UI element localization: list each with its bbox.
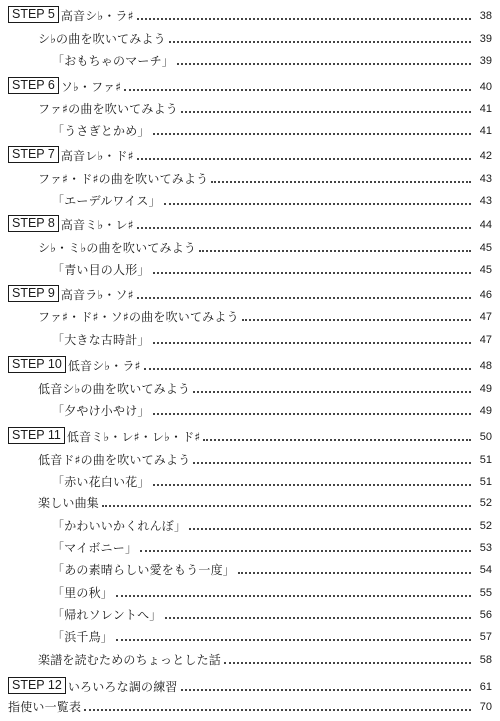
entry-title: 低音シ♭・ラ♯: [67, 359, 141, 373]
page-number: 39: [479, 33, 492, 45]
step-badge: STEP 6: [8, 77, 59, 94]
entry-title: ファ♯の曲を吹いてみよう: [38, 102, 178, 116]
page-number: 49: [479, 383, 492, 395]
toc-step-heading: [0, 426, 500, 444]
entry-title: 「大きな古時計」: [52, 333, 150, 347]
entry-title: ファ♯・ド♯の曲を吹いてみよう: [38, 172, 209, 186]
entry-title: 高音レ♭・ド♯: [60, 149, 134, 163]
toc-entry: [0, 492, 500, 510]
entry-title: 高音シ♭・ラ♯: [60, 9, 134, 23]
page-number: 52: [479, 497, 492, 509]
toc-entry: [0, 604, 500, 622]
toc-step-heading: [0, 355, 500, 373]
step-badge: STEP 11: [8, 427, 65, 444]
page-number: 47: [479, 311, 492, 323]
dot-leader: [165, 616, 471, 619]
dot-leader: [153, 132, 471, 135]
page-number: 40: [479, 81, 492, 93]
page-number: 49: [479, 405, 492, 417]
dot-leader: [137, 17, 471, 20]
entry-title: 楽譜を読むためのちょっとした話: [38, 653, 222, 667]
entry-title: 高音ラ♭・ソ♯: [60, 288, 134, 302]
entry-title: 「かわいいかくれんぼ」: [52, 519, 187, 533]
dot-leader: [181, 688, 471, 691]
dot-leader: [137, 226, 471, 229]
page-number: 44: [479, 219, 492, 231]
dot-leader: [137, 296, 471, 299]
page-number: 54: [479, 564, 492, 576]
page-number: 56: [479, 609, 492, 621]
entry-title: 「マイボニー」: [52, 541, 138, 555]
toc-step-heading: [0, 284, 500, 302]
entry-title: 「青い目の人形」: [52, 263, 150, 277]
step-badge: STEP 10: [8, 356, 66, 373]
dot-leader: [153, 483, 471, 486]
entry-title: 「エーデルワイス」: [52, 194, 161, 208]
dot-leader: [124, 88, 471, 91]
page-number: 38: [479, 10, 492, 22]
page-number: 53: [479, 542, 492, 554]
page-number: 39: [479, 55, 492, 67]
entry-title: 「浜千鳥」: [52, 630, 114, 644]
entry-title: 「赤い花白い花」: [52, 475, 150, 489]
dot-leader: [140, 549, 471, 552]
page-number: 51: [479, 454, 492, 466]
entry-title: 「帰れソレントへ」: [52, 608, 162, 622]
toc-entry: [0, 378, 500, 396]
dot-leader: [177, 62, 471, 65]
page-number: 46: [479, 289, 492, 301]
toc-entry: [0, 329, 500, 347]
page-number: 48: [479, 360, 492, 372]
dot-leader: [164, 202, 471, 205]
toc-entry: [0, 515, 500, 533]
dot-leader: [189, 527, 471, 530]
dot-leader: [116, 594, 471, 597]
dot-leader: [144, 367, 471, 370]
page-number: 43: [479, 173, 492, 185]
page-number: 58: [479, 654, 492, 666]
dot-leader: [193, 461, 471, 464]
toc-entry: [0, 696, 500, 714]
dot-leader: [169, 40, 471, 43]
toc-entry: [0, 120, 500, 138]
entry-title: 低音ド♯の曲を吹いてみよう: [38, 453, 191, 467]
entry-title: 「おもちゃのマーチ」: [52, 54, 175, 68]
dot-leader: [153, 271, 471, 274]
page-number: 61: [479, 681, 492, 693]
toc-step-heading: [0, 145, 500, 163]
toc-entry: [0, 471, 500, 489]
dot-leader: [224, 661, 471, 664]
dot-leader: [153, 341, 471, 344]
dot-leader: [211, 180, 471, 183]
dot-leader: [242, 318, 471, 321]
dot-leader: [153, 412, 471, 415]
entry-title: シ♭の曲を吹いてみよう: [38, 32, 166, 46]
toc-entry: [0, 190, 500, 208]
entry-title: ソ♭・ファ♯: [60, 80, 122, 94]
toc-entry: [0, 649, 500, 667]
entry-title: 「里の秋」: [52, 586, 114, 600]
dot-leader: [181, 110, 471, 113]
entry-title: いろいろな調の練習: [67, 680, 178, 694]
page-number: 47: [479, 334, 492, 346]
toc-entry: [0, 537, 500, 555]
toc-entry: [0, 50, 500, 68]
toc-step-heading: [0, 676, 500, 694]
toc-entry: [0, 400, 500, 418]
entry-title: 指使い一覧表: [8, 700, 82, 714]
step-badge: STEP 7: [8, 146, 59, 163]
page-number: 55: [479, 587, 492, 599]
dot-leader: [203, 438, 471, 441]
page-number: 41: [479, 125, 492, 137]
page-number: 70: [479, 701, 492, 713]
page-number: 45: [479, 264, 492, 276]
dot-leader: [116, 638, 471, 641]
step-badge: STEP 9: [8, 285, 59, 302]
toc-entry: [0, 582, 500, 600]
entry-title: 低音シ♭の曲を吹いてみよう: [38, 382, 191, 396]
toc-step-heading: [0, 214, 500, 232]
page-number: 50: [479, 431, 492, 443]
toc-entry: [0, 98, 500, 116]
entry-title: ファ♯・ド♯・ソ♯の曲を吹いてみよう: [38, 310, 239, 324]
page-number: 57: [479, 631, 492, 643]
toc-step-heading: [0, 5, 500, 23]
entry-title: 「うさぎとかめ」: [52, 124, 150, 138]
toc-entry: [0, 449, 500, 467]
toc-entry: [0, 28, 500, 46]
toc-entry: [0, 626, 500, 644]
dot-leader: [238, 571, 471, 574]
page-number: 51: [479, 476, 492, 488]
page-number: 42: [479, 150, 492, 162]
step-badge: STEP 8: [8, 215, 59, 232]
step-badge: STEP 5: [8, 6, 59, 23]
toc-entry: [0, 259, 500, 277]
page-number: 41: [479, 103, 492, 115]
step-badge: STEP 12: [8, 677, 66, 694]
entry-title: 低音ミ♭・レ♯・レ♭・ド♯: [66, 430, 201, 444]
entry-title: シ♭・ミ♭の曲を吹いてみよう: [38, 241, 197, 255]
dot-leader: [84, 708, 471, 711]
entry-title: 「あの素晴らしい愛をもう一度」: [52, 563, 236, 577]
entry-title: 「夕やけ小やけ」: [52, 404, 150, 418]
entry-title: 楽しい曲集: [38, 496, 100, 510]
dot-leader: [199, 249, 471, 252]
toc-entry: [0, 237, 500, 255]
entry-title: 高音ミ♭・レ♯: [60, 218, 134, 232]
page-number: 43: [479, 195, 492, 207]
page-number: 45: [479, 242, 492, 254]
page-number: 52: [479, 520, 492, 532]
dot-leader: [137, 157, 471, 160]
dot-leader: [102, 504, 471, 507]
toc-entry: [0, 168, 500, 186]
toc-entry: [0, 306, 500, 324]
toc-entry: [0, 559, 500, 577]
dot-leader: [193, 390, 471, 393]
toc-step-heading: [0, 76, 500, 94]
